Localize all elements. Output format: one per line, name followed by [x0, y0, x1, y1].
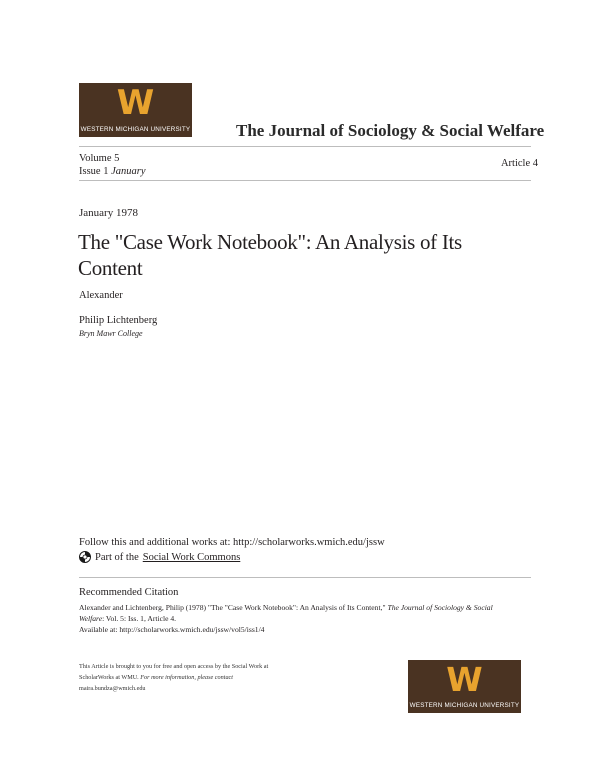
footer-line1: This Article is brought to you for free and open access by the Social Work at	[79, 663, 269, 670]
citation-line1: Alexander and Lichtenberg, Philip (1978) "The "Case Work Notebook": An Analysis of Its Content,"	[79, 603, 386, 612]
university-logo	[79, 83, 192, 137]
publication-date: January 1978	[79, 207, 138, 219]
logo-university-name-footer: WESTERN MICHIGAN UNIVERSITY	[409, 702, 520, 709]
logo-w-mark: W	[116, 83, 155, 123]
author-lichtenberg: Philip Lichtenberg	[79, 315, 158, 326]
contact-email-link[interactable]: maira.bundza@wmich.edu	[79, 685, 146, 692]
footer-line2-start: ScholarWorks at WMU.	[79, 674, 139, 681]
citation-text	[79, 602, 531, 635]
citation-journal-cont: Welfare	[79, 614, 103, 623]
header-bottom-divider	[79, 180, 531, 181]
citation-journal: The Journal of Sociology & Social	[387, 603, 493, 612]
author-alexander: Alexander	[79, 290, 123, 301]
citation-divider	[79, 577, 531, 578]
social-work-commons-link[interactable]: Social Work Commons	[142, 551, 241, 563]
follow-text: Follow this and additional works at:	[79, 537, 231, 548]
article-number: Article 4	[500, 158, 538, 169]
author-affiliation: Bryn Mawr College	[79, 329, 143, 338]
logo-w-mark-footer: W	[446, 660, 483, 699]
article-title-line2: Content	[78, 256, 143, 280]
part-of-text: Part of the	[95, 551, 139, 563]
footer-line2-italic: For more information, please contact	[140, 674, 234, 681]
logo-university-name: WESTERN MICHIGAN UNIVERSITY	[80, 126, 191, 133]
journal-title: The Journal of Sociology & Social Welfare	[236, 121, 545, 140]
citation-available-label: Available at:	[79, 625, 118, 634]
citation-volume-info: : Vol. 5: Iss. 1, Article 4.	[102, 614, 177, 623]
article-title-line1: The "Case Work Notebook": An Analysis of Its	[78, 230, 462, 254]
header-divider	[79, 146, 531, 147]
follow-line	[79, 537, 385, 548]
citation-heading: Recommended Citation	[79, 587, 179, 598]
issue-label	[79, 166, 146, 177]
follow-url-link[interactable]: http://scholarworks.wmich.edu/jssw	[233, 537, 385, 548]
article-title	[78, 229, 462, 281]
issue-number: Issue 1	[79, 166, 109, 177]
footer-access-note	[79, 661, 379, 694]
part-of-line	[79, 551, 240, 563]
network-logo-icon	[79, 551, 91, 563]
volume-label: Volume 5	[79, 153, 120, 164]
citation-url-link[interactable]: http://scholarworks.wmich.edu/jssw/vol5/iss1/4	[119, 625, 265, 634]
issue-month: January	[111, 166, 146, 177]
university-logo-footer	[408, 660, 521, 713]
